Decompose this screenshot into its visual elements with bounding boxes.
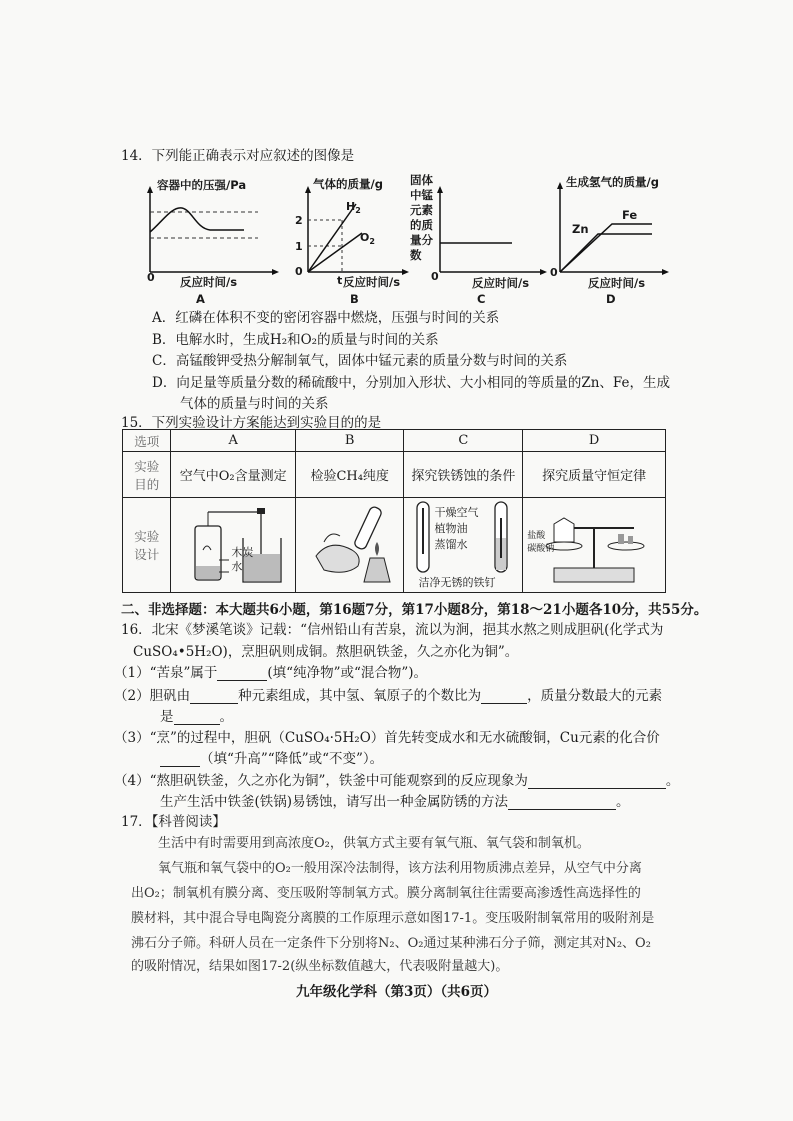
q15-purpose-row <box>123 452 666 498</box>
q16-part3: （3）“烹”的过程中，胆矾（CuSO₄·5H₂O）首先转变成水和无水硫酸铜，Cu元素的化合价 <box>114 730 660 746</box>
q17-line-2: 氧气瓶和氧气袋中的O₂一般用深冷法制得，该方法利用物质沸点差异，从空气中分离 <box>158 861 642 876</box>
graph-c-origin: 0 <box>431 270 439 283</box>
q16-part1: （1）“苦泉”属于 (填“纯净物”或“混合物”)。 <box>114 665 428 681</box>
q15-design-b <box>295 498 404 593</box>
q15-table <box>122 429 666 593</box>
q16-part4-method-blank[interactable] <box>508 809 616 810</box>
q16-part3-answer-blank[interactable] <box>160 766 200 767</box>
q15-design-d <box>523 498 666 593</box>
graph-d-xlabel: 反应时间/s <box>588 276 646 290</box>
graph-d-ylabel: 生成氢气的质量/g <box>566 175 659 189</box>
q16-part2: （2）胆矾由 种元素组成，其中氢、氧原子的个数比为 ，质量分数最大的元素 <box>114 688 663 704</box>
graph-b-tick-1: 1 <box>295 240 303 253</box>
graph-d-origin: 0 <box>550 266 558 279</box>
q15-purpose-a: 空气中O₂含量测定 <box>171 452 296 498</box>
graph-b-origin: 0 <box>295 265 303 278</box>
graph-b-ylabel: 气体的质量/g <box>313 177 383 191</box>
q17-line-4: 膜材料，其中混合导电陶瓷分离膜的工作原理示意如图17-1。变压吸附制氧常用的吸附剂是 <box>131 911 655 926</box>
q15-header-row <box>123 430 666 452</box>
q16-stem-line1: 16．北宋《梦溪笔谈》记载：“信州铅山有苦泉，流以为涧，挹其水熬之则成胆矾(化学式为 <box>121 622 664 638</box>
q17-line-5: 沸石分子筛。科研人员在一定条件下分别将N₂、O₂通过某种沸石分子筛，测定其对N₂、O₂ <box>131 936 651 951</box>
apparatus-a-illustration <box>173 498 293 588</box>
q16-part2-ratio-blank[interactable] <box>481 703 527 704</box>
graph-d-fe-label: Fe <box>622 208 638 222</box>
q15-head-c: C <box>404 430 523 452</box>
graph-a-origin: 0 <box>147 271 155 284</box>
q14-option-d: D．向足量等质量分数的稀硫酸中，分别加入形状、大小相同的等质量的Zn、Fe，生成 <box>152 375 671 391</box>
q16-part4: （4）“熬胆矾铁釜，久之亦化为铜”，铁釜中可能观察到的反应现象为 。 <box>114 773 680 789</box>
apparatus-a-water-label: 水 <box>231 560 243 573</box>
graph-c <box>436 186 548 276</box>
graph-c-ylabel: 固体 中锰 元素 的质 量分 数 <box>410 173 433 262</box>
q17-line-6: 的吸附情况，结果如图17-2(纵坐标数值越大，代表吸附量越大)。 <box>131 959 509 974</box>
q15-stem: 15．下列实验设计方案能达到实验目的的是 <box>121 415 382 431</box>
q14-option-c: C．高锰酸钾受热分解制氧气，固体中锰元素的质量分数与时间的关系 <box>152 353 568 369</box>
graph-a-xlabel: 反应时间/s <box>180 275 238 289</box>
apparatus-b-illustration <box>298 498 402 588</box>
q14-option-a: A．红磷在体积不变的密闭容器中燃烧，压强与时间的关系 <box>152 310 500 326</box>
apparatus-c-oil-label: 植物油 <box>434 522 468 535</box>
q16-part1-answer-blank[interactable] <box>217 680 267 681</box>
graph-b-o2-label: $O_2$ <box>360 231 375 247</box>
section-2-heading: 二、非选择题：本大题共6小题，第16题7分，第17小题8分，第18～21小题各10分，共55分。 <box>121 602 708 618</box>
graph-d-zn-label: Zn <box>572 222 589 236</box>
q16-part4-phenomenon-blank[interactable] <box>528 788 666 789</box>
q15-design-row <box>123 498 666 593</box>
q15-purpose-c: 探究铁锈蚀的条件 <box>404 452 523 498</box>
q17-line-3: 出O₂；制氧机有膜分离、变压吸附等制氧方式。膜分离制氧往往需要高渗透性高选择性的 <box>131 886 641 901</box>
q16-part2-element-blank[interactable] <box>174 724 220 725</box>
apparatus-a-charcoal-label: 木炭 <box>231 546 254 559</box>
q14-stem: 14．下列能正确表示对应叙述的图像是 <box>121 148 355 164</box>
graph-b-h2-label: $H_2$ <box>346 200 361 216</box>
graph-d <box>552 182 670 276</box>
apparatus-c-water-label: 蒸馏水 <box>434 538 468 551</box>
graph-c-letter: C <box>477 292 486 306</box>
graph-b-tick-t: t <box>337 274 343 287</box>
q15-head-option: 选项 <box>123 430 171 452</box>
graph-b-xlabel: 反应时间/s <box>343 275 401 289</box>
graph-a-ylabel: 容器中的压强/Pa <box>157 178 247 192</box>
q15-head-d: D <box>523 430 666 452</box>
q16-part3-cont: （填“升高”“降低”或“不变”）。 <box>160 747 383 767</box>
graph-b-letter: B <box>350 292 359 306</box>
q15-design-c <box>404 498 523 593</box>
apparatus-d-carbonate-label: 碳酸钠 <box>527 544 555 554</box>
q15-purpose-d: 探究质量守恒定律 <box>523 452 666 498</box>
graph-b-tick-2: 2 <box>295 214 303 227</box>
q16-part4-cont: 生产生活中铁釜(铁锅)易锈蚀，请写出一种金属防锈的方法 。 <box>160 794 630 810</box>
q15-head-a: A <box>171 430 296 452</box>
page-footer: 九年级化学科（第3页）（共6页） <box>296 984 498 1000</box>
q17-line-1: 生活中有时需要用到高浓度O₂，供氧方式主要有氧气瓶、氧气袋和制氧机。 <box>158 836 590 851</box>
q15-purpose-label: 实验 目的 <box>123 452 171 498</box>
q15-design-label: 实验 设计 <box>123 498 171 593</box>
q14-option-d-cont: 气体的质量与时间的关系 <box>180 396 329 412</box>
apparatus-c-air-label: 干燥空气 <box>434 506 479 519</box>
q16-part2-cont: 是 。 <box>160 709 233 725</box>
q15-purpose-b: 检验CH₄纯度 <box>295 452 404 498</box>
apparatus-d-acid-label: 盐酸 <box>527 531 546 541</box>
q14-option-b: B．电解水时，生成H₂和O₂的质量与时间的关系 <box>152 332 439 348</box>
q17-stem: 17．【科普阅读】 <box>121 814 226 830</box>
graph-c-xlabel: 反应时间/s <box>472 276 530 290</box>
q15-design-a <box>171 498 296 593</box>
q15-head-b: B <box>295 430 404 452</box>
q16-stem-line2: CuSO₄•5H₂O)，烹胆矾则成铜。熬胆矾铁釜，久之亦化为铜”。 <box>133 644 519 660</box>
graph-a <box>140 186 280 276</box>
q16-part2-element-count-blank[interactable] <box>190 703 238 704</box>
apparatus-c-nail-label: 洁净无锈的铁钉 <box>418 576 496 589</box>
graph-a-letter: A <box>196 292 205 306</box>
graph-d-letter: D <box>606 292 616 306</box>
